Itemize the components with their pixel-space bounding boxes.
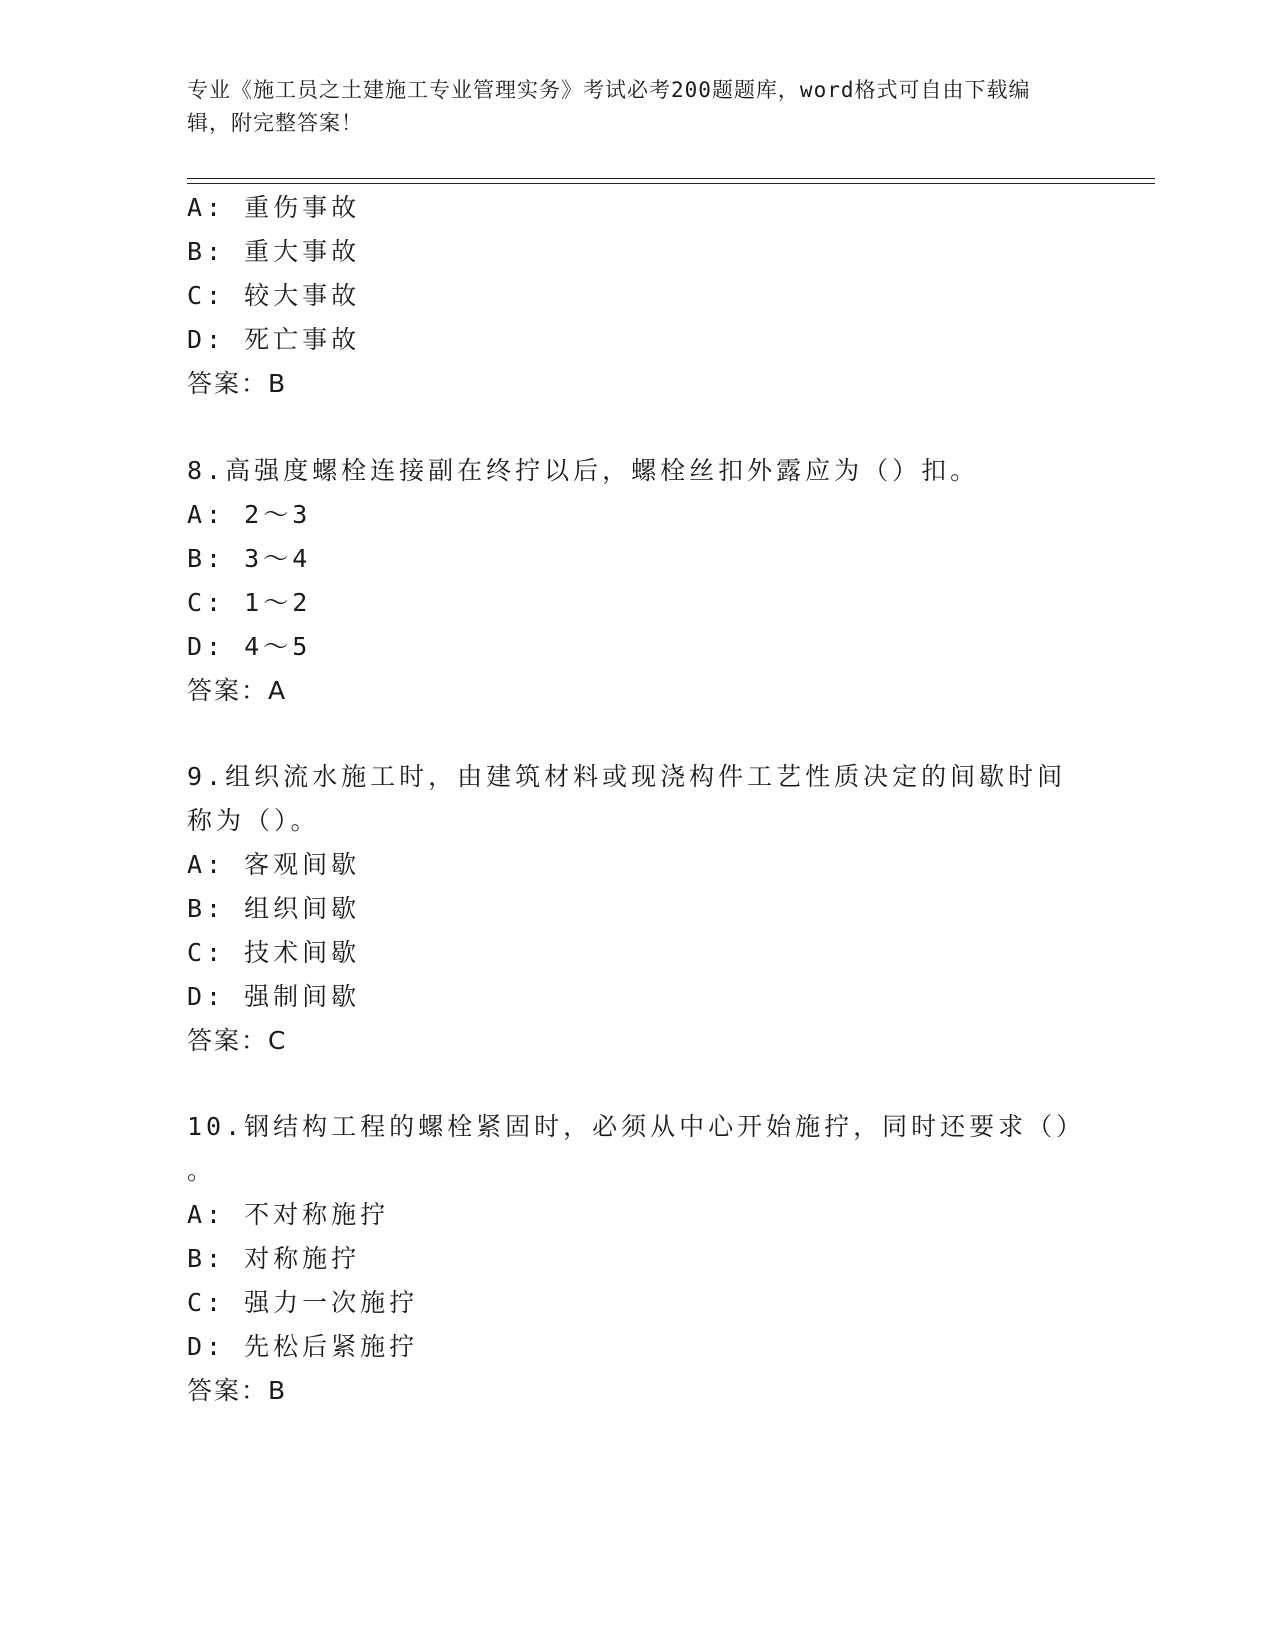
q9-option-c: C: 技术间歇 (187, 938, 361, 967)
q10-stem-line1: 10.钢结构工程的螺栓紧固时，必须从中心开始施拧，同时还要求（） (187, 1112, 1086, 1141)
q7-option-b: B: 重大事故 (187, 237, 361, 266)
header-rule-bottom (187, 183, 1155, 184)
document-header: 专业《施工员之土建施工专业管理实务》考试必考200题题库，word格式可自由下载编辑，附完整答案！ (187, 78, 1031, 135)
q8-option-b: B: 3～4 (187, 544, 312, 573)
q10-answer: 答案：B (187, 1376, 288, 1405)
q8-stem: 8.高强度螺栓连接副在终拧以后，螺栓丝扣外露应为（）扣。 (187, 456, 980, 485)
q7-option-c: C: 较大事故 (187, 281, 361, 310)
q7-option-d: D: 死亡事故 (187, 325, 361, 354)
q8-answer: 答案：A (187, 676, 288, 705)
q10-stem-line2: 。 (187, 1156, 217, 1185)
q9-stem-line1: 9.组织流水施工时，由建筑材料或现浇构件工艺性质决定的间歇时间 (187, 762, 1067, 791)
q8-option-c: C: 1～2 (187, 588, 312, 617)
q9-option-d: D: 强制间歇 (187, 982, 361, 1011)
q9-stem-line2: 称为（）。 (187, 806, 320, 835)
q9-answer: 答案：C (187, 1026, 288, 1055)
q7-answer: 答案：B (187, 369, 288, 398)
q9-option-a: A: 客观间歇 (187, 850, 361, 879)
q10-option-d: D: 先松后紧施拧 (187, 1332, 419, 1361)
q8-option-a: A: 2～3 (187, 500, 312, 529)
q10-option-b: B: 对称施拧 (187, 1244, 361, 1273)
q8-option-d: D: 4～5 (187, 632, 312, 661)
q10-option-c: C: 强力一次施拧 (187, 1288, 419, 1317)
q10-option-a: A: 不对称施拧 (187, 1200, 390, 1229)
header-rule-top (187, 178, 1155, 179)
q7-option-a: A: 重伤事故 (187, 193, 361, 222)
q9-option-b: B: 组织间歇 (187, 894, 361, 923)
